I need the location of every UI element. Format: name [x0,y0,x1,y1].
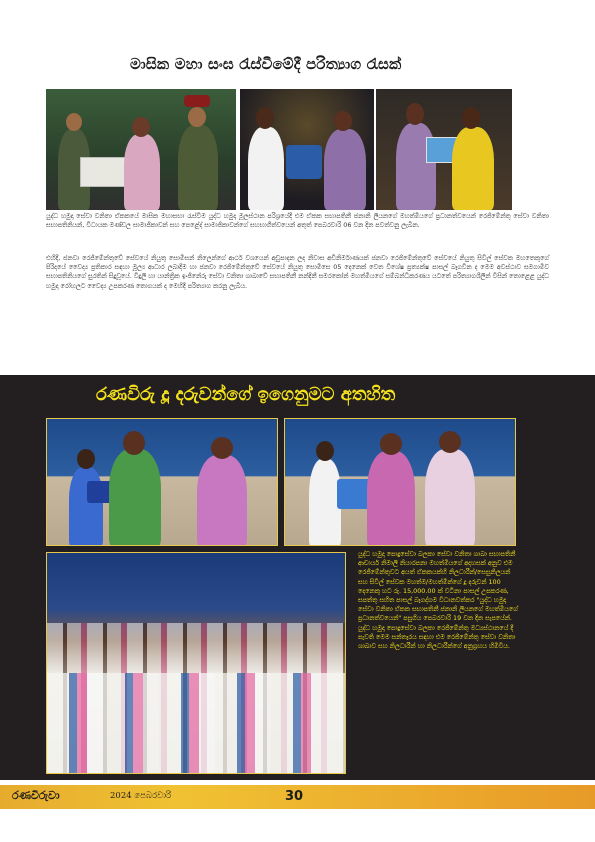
photo-boy-receiving-bag [284,418,516,546]
photo-children-audience [46,552,346,774]
photo-donation-bag [240,89,374,210]
article1-title: මාසික මහා සංඝ රැස්වීමේදී පරිත්‍යාග රැසක් [130,55,402,73]
photo-cheque-presentation [46,89,236,210]
article1-section [0,0,595,375]
issue-date: 2024 පෙබරවාරි [110,791,172,801]
photo-girl-receiving-bag [46,418,278,546]
publication-name: රණවිරුවා [12,789,60,802]
page-number: 30 [285,789,304,804]
article2-body: යුද්ධ හමුදා පොදුසේවා බලකා සේවා වනිතා ශාඛා සභාපතිනී ආචාර්ය නිමාලි නියාරපනා මහත්මියගේ අදහසක් අනුව එම රෙජිමේන්තුවට අයත් ඒකකයක්හි නිලධාරීන්/සෙසුනිලයන් සහ සිවිල් සේවක මහත්ම/මහත්මීන්ගේ දූ දරුවන් 100 දෙනෙකු හට රු. 15,000.00 ක් වටිනා පාසල් උපකරණ, සපත්තු සහිත පාසල් බෑගද්ගම විධානවත්කර "යුද්ධ හමුදා සේවා වනිතා ඒකක සභාපතිනී ජනානි ලියනගේ මහත්මියගේ ප්‍රධානත්වයෙන්" පසුගිය පෙබරවාරි 19 වන දින සැපයේන්. යුද්ධ හමුදා පොදුසේවා බලකා රෙජිමේන්තු මධ්‍යස්ථානයේ දී පැවති මෙම සන්තෑරය සඳහා එම රෙජිමේන්තු සේවා වනිතා ශාඛාව සහ නිලධාරීන් හා නිලධාරීන්ගේ අනුග්‍රහය හිමිවිය. [358,550,518,651]
article1-caption: යුද්ධ හමුදා සේවා වනිතා ඒකකයේ මාසික මහාසභා රැස්වීම යුද්ධ හමුදා මූලස්ථාන පරිශ්‍රයේදී එම ඒකක සභාපතිනී ජනානි ලියනගේ මහත්මියගේ ප්‍රධානත්වයෙන් රෙජිමේන්තු සේවා වනිතා සභාපතිනියන්, විධායක මණ්ඩල සාමාජිකාවන් සහ පෙළේද් සාමාජිකාවන්ගේ සහභාගීත්වයෙන් අතුත් පෙබරවාරි 06 වන දින පවත්වනු ලැබින. [46,212,549,230]
photo-donation-box [376,89,512,210]
article2-title: රණවිරු දූ දරුවන්ගේ ඉගෙනුමට අතහිත [96,384,396,405]
article1-paragraph: එහිදී, ජනවා රෙජිමේන්තුවේ සේවයේ නියුතු සොමිසන් නිලෙන්ගේ ආර්ථ වශයෙන් අඩුපාදන ලද නිවාස අඩිනිර්මාණයක් ජනවා රෙජිමේන්තුවේ සේවයේ නියුතු සිවිල් සේවක මහතෙකුගේ පිරිදයේ වෛද්‍ය ප්‍රතිකාර සඳහා මූල්‍ය ආධාර ලබාදීම හා ජනවා රෙජිමේන්තුවේ සේවයේ නියුතු සොමිසෙ 05 දෙනෙක් වෙත විශේෂ ප්‍රත්‍යක්ෂ පාසල් බෑගවින ද මෙම අවස්ථාව සමගාමීව සභාපතිනියගේ සුරතින් සිදුවූයේ. විදුලි හා යාන්ත්‍රික ඉංජිනේරු සේවා වනිතා ශාඛාවේ සභාපතිනී නන්දිනී සමරකෝන් මහත්මියගේ සම්බන්ධීකරණය යටතේ පරිත්‍යාගශීලින් විසින් තොළෙළ යුද්ධ හමුදා රෝහලට වෛද්‍ය උපකරණ තොගයක් ද මෙහිදී පරිත්‍යාග කරනු ලැබීය. [46,254,549,290]
